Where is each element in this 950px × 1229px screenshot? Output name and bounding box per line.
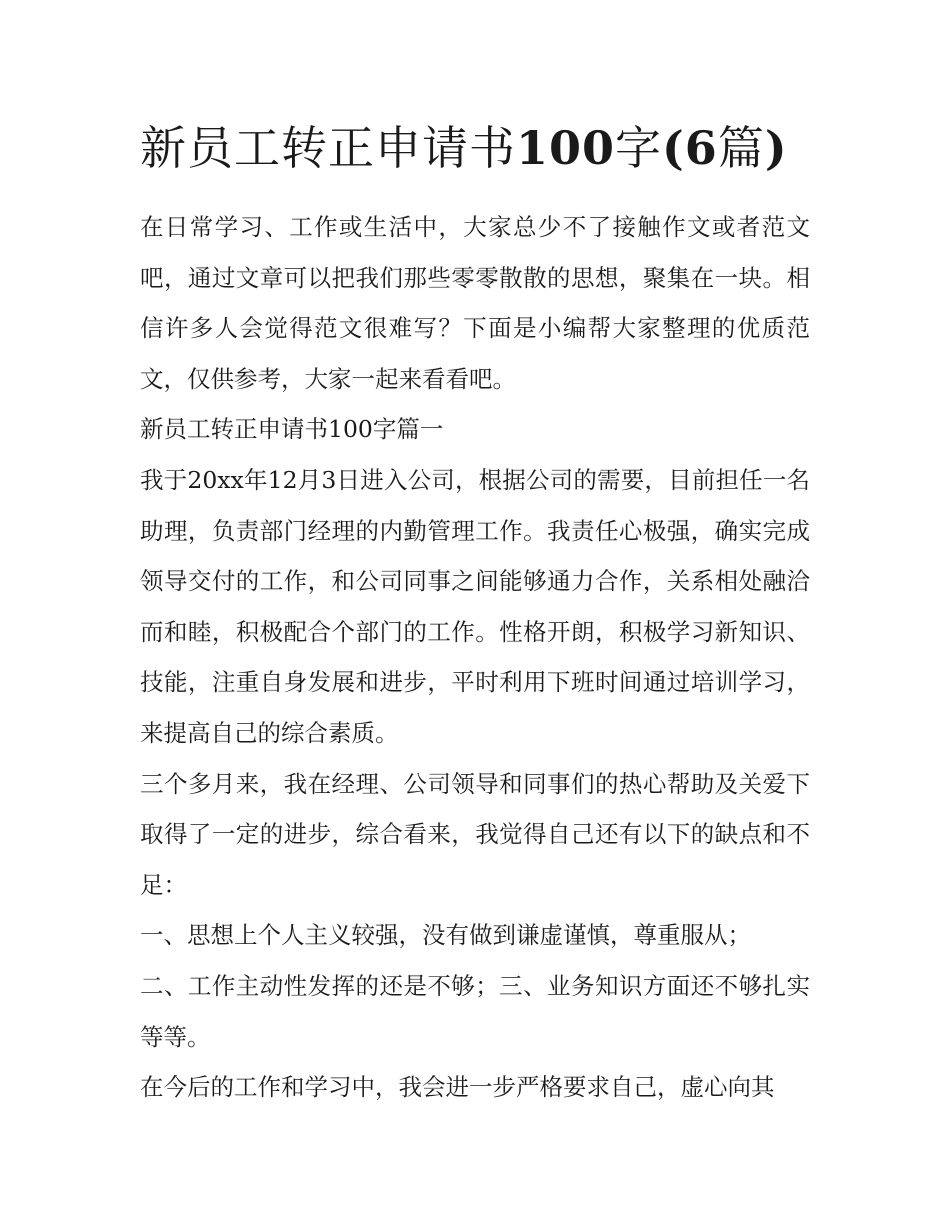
title-number: 100	[516, 121, 616, 175]
title-count: (6	[662, 121, 718, 175]
list-item: 二、工作主动性发挥的还是不够；三、业务知识方面还不够扎实等等。	[140, 971, 810, 1051]
title-char: 字	[615, 121, 663, 175]
section-heading: 新员工转正申请书100字篇一	[140, 415, 444, 444]
title-unit: 篇	[717, 121, 765, 175]
intro-paragraph: 在日常学习、工作或生活中，大家总少不了接触作文或者范文吧，通过文章可以把我们那些零零散散的思想，聚集在一块。相信许多人会觉得范文很难写？下面是小编帮大家整理的优质范文，仅供参考，大家一起来看看吧。	[140, 213, 810, 393]
title-text: 新员工转正申请书	[140, 121, 516, 175]
list-item: 一、思想上个人主义较强，没有做到谦虚谨慎，尊重服从；	[140, 921, 751, 950]
body-paragraph: 在今后的工作和学习中，我会进一步严格要求自己，虚心向其	[140, 1073, 775, 1102]
title-close: )	[764, 121, 788, 175]
body-paragraph: 三个多月来，我在经理、公司领导和同事们的热心帮助及关爱下取得了一定的进步，综合看来，我觉得自己还有以下的缺点和不足：	[140, 769, 810, 899]
body-paragraph: 我于20xx年12月3日进入公司，根据公司的需要，目前担任一名助理，负责部门经理的内勤管理工作。我责任心极强，确实完成领导交付的工作，和公司同事之间能够通力合作，关系相处融洽而和睦，积极配合个部门的工作。性格开朗，积极学习新知识、技能，注重自身发展和进步，平时利用下班时间通过培训学习，来提高自己的综合素质。	[140, 465, 810, 747]
document-title	[140, 112, 810, 184]
